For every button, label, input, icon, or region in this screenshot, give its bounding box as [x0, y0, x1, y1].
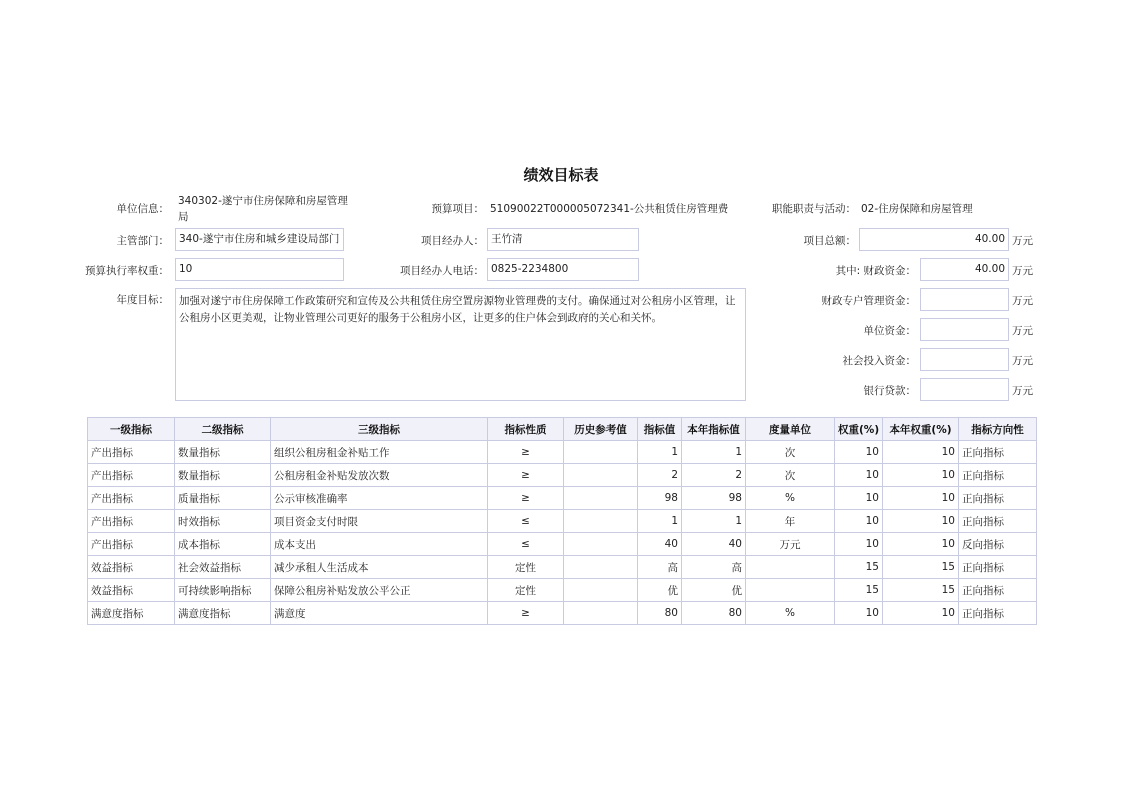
- direction-cell: 正向指标: [959, 602, 1037, 625]
- level1-cell: 产出指标: [88, 487, 175, 510]
- performance-indicator-table: [87, 417, 1037, 625]
- nature-cell: ≥: [488, 487, 564, 510]
- direction-cell: 正向指标: [959, 556, 1037, 579]
- level1-cell: 产出指标: [88, 533, 175, 556]
- level3-cell: 成本支出: [271, 533, 488, 556]
- bank-loan-field[interactable]: [920, 378, 1009, 401]
- weight-cell: 10: [835, 441, 883, 464]
- special-account-fund-label: 财政专户管理资金：: [821, 295, 916, 307]
- column-header: 指标方向性: [959, 418, 1037, 441]
- currency-unit: 万元: [1012, 325, 1033, 337]
- budget-project-value: 51090022T000005072341-公共租赁住房管理费: [490, 203, 729, 215]
- column-header: 二级指标: [175, 418, 271, 441]
- level3-cell: 公租房租金补贴发放次数: [271, 464, 488, 487]
- column-header: 指标性质: [488, 418, 564, 441]
- weight-cell: 10: [835, 602, 883, 625]
- budget-rate-weight-label: 预算执行率权重：: [85, 265, 169, 277]
- table-row: [88, 441, 1037, 464]
- weight-cell: 15: [835, 556, 883, 579]
- budget-rate-weight-field[interactable]: 10: [175, 258, 344, 281]
- currency-unit: 万元: [1012, 235, 1033, 247]
- level3-cell: 减少承租人生活成本: [271, 556, 488, 579]
- nature-cell: ≥: [488, 441, 564, 464]
- history-cell: [564, 602, 638, 625]
- year-weight-cell: 10: [883, 510, 959, 533]
- table-row: [88, 464, 1037, 487]
- currency-unit: 万元: [1012, 295, 1033, 307]
- level3-cell: 满意度: [271, 602, 488, 625]
- annual-goal-label: 年度目标：: [116, 294, 169, 306]
- direction-cell: 正向指标: [959, 487, 1037, 510]
- weight-cell: 10: [835, 533, 883, 556]
- nature-cell: 定性: [488, 579, 564, 602]
- fiscal-fund-label: 其中: 财政资金：: [835, 265, 916, 277]
- unit-cell: [746, 579, 835, 602]
- index-value-cell: 98: [638, 487, 682, 510]
- direction-cell: 正向指标: [959, 510, 1037, 533]
- level1-cell: 产出指标: [88, 510, 175, 533]
- level2-cell: 社会效益指标: [175, 556, 271, 579]
- weight-cell: 10: [835, 510, 883, 533]
- unit-info-label: 单位信息：: [116, 203, 169, 215]
- year-weight-cell: 10: [883, 533, 959, 556]
- currency-unit: 万元: [1012, 355, 1033, 367]
- index-value-cell: 40: [638, 533, 682, 556]
- index-value-cell: 优: [638, 579, 682, 602]
- year-value-cell: 优: [682, 579, 746, 602]
- unit-cell: %: [746, 602, 835, 625]
- social-fund-field[interactable]: [920, 348, 1009, 371]
- table-row: [88, 510, 1037, 533]
- year-weight-cell: 10: [883, 464, 959, 487]
- year-weight-cell: 15: [883, 579, 959, 602]
- column-header: 三级指标: [271, 418, 488, 441]
- special-account-fund-field[interactable]: [920, 288, 1009, 311]
- nature-cell: ≥: [488, 602, 564, 625]
- budget-project-label: 预算项目：: [431, 203, 484, 215]
- currency-unit: 万元: [1012, 265, 1033, 277]
- history-cell: [564, 533, 638, 556]
- level2-cell: 可持续影响指标: [175, 579, 271, 602]
- level2-cell: 成本指标: [175, 533, 271, 556]
- history-cell: [564, 556, 638, 579]
- manager-phone-label: 项目经办人电话：: [400, 265, 484, 277]
- level2-cell: 时效指标: [175, 510, 271, 533]
- year-value-cell: 98: [682, 487, 746, 510]
- table-row: [88, 579, 1037, 602]
- column-header: 本年指标值: [682, 418, 746, 441]
- unit-cell: 年: [746, 510, 835, 533]
- duty-activity-value: 02-住房保障和房屋管理: [861, 203, 973, 215]
- history-cell: [564, 487, 638, 510]
- table-row: [88, 602, 1037, 625]
- level1-cell: 效益指标: [88, 556, 175, 579]
- nature-cell: 定性: [488, 556, 564, 579]
- unit-cell: 次: [746, 441, 835, 464]
- unit-cell: 万元: [746, 533, 835, 556]
- year-weight-cell: 10: [883, 487, 959, 510]
- currency-unit: 万元: [1012, 385, 1033, 397]
- unit-info-value: 340302-遂宁市住房保障和房屋管理局: [178, 195, 348, 223]
- manager-phone-field[interactable]: 0825-2234800: [487, 258, 639, 281]
- level3-cell: 组织公租房租金补贴工作: [271, 441, 488, 464]
- level2-cell: 数量指标: [175, 441, 271, 464]
- level2-cell: 质量指标: [175, 487, 271, 510]
- table-header-row: [88, 418, 1037, 441]
- project-manager-label: 项目经办人：: [421, 235, 484, 247]
- direction-cell: 正向指标: [959, 464, 1037, 487]
- column-header: 度量单位: [746, 418, 835, 441]
- bank-loan-label: 银行贷款：: [863, 385, 916, 397]
- level3-cell: 公示审核准确率: [271, 487, 488, 510]
- year-value-cell: 2: [682, 464, 746, 487]
- weight-cell: 10: [835, 464, 883, 487]
- nature-cell: ≤: [488, 533, 564, 556]
- table-row: [88, 487, 1037, 510]
- level3-cell: 项目资金支付时限: [271, 510, 488, 533]
- level1-cell: 产出指标: [88, 464, 175, 487]
- unit-cell: %: [746, 487, 835, 510]
- unit-fund-label: 单位资金：: [863, 325, 916, 337]
- history-cell: [564, 579, 638, 602]
- unit-fund-field[interactable]: [920, 318, 1009, 341]
- year-value-cell: 1: [682, 510, 746, 533]
- weight-cell: 10: [835, 487, 883, 510]
- history-cell: [564, 441, 638, 464]
- level1-cell: 效益指标: [88, 579, 175, 602]
- history-cell: [564, 464, 638, 487]
- level2-cell: 满意度指标: [175, 602, 271, 625]
- index-value-cell: 80: [638, 602, 682, 625]
- index-value-cell: 1: [638, 510, 682, 533]
- page-title: 绩效目标表: [523, 166, 599, 184]
- year-value-cell: 40: [682, 533, 746, 556]
- history-cell: [564, 510, 638, 533]
- direction-cell: 正向指标: [959, 579, 1037, 602]
- duty-activity-label: 职能职责与活动：: [772, 203, 856, 215]
- fiscal-fund-field[interactable]: 40.00: [920, 258, 1009, 281]
- year-value-cell: 高: [682, 556, 746, 579]
- annual-goal-textarea[interactable]: 加强对遂宁市住房保障工作政策研究和宣传及公共租赁住房空置房源物业管理费的支付。确保通过对公租房小区管理，让公租房小区更美观，让物业管理公司更好的服务于公租房小区，让更多的住户体会到政府的关心和关怀。: [175, 288, 746, 401]
- year-weight-cell: 15: [883, 556, 959, 579]
- column-header: 权重(%): [835, 418, 883, 441]
- year-weight-cell: 10: [883, 602, 959, 625]
- level2-cell: 数量指标: [175, 464, 271, 487]
- direction-cell: 正向指标: [959, 441, 1037, 464]
- column-header: 历史参考值: [564, 418, 638, 441]
- level1-cell: 产出指标: [88, 441, 175, 464]
- unit-cell: 次: [746, 464, 835, 487]
- project-manager-field[interactable]: 王竹清: [487, 228, 639, 251]
- competent-dept-label: 主管部门：: [116, 235, 169, 247]
- nature-cell: ≤: [488, 510, 564, 533]
- nature-cell: ≥: [488, 464, 564, 487]
- project-total-field[interactable]: 40.00: [859, 228, 1009, 251]
- index-value-cell: 2: [638, 464, 682, 487]
- column-header: 指标值: [638, 418, 682, 441]
- competent-dept-field[interactable]: 340-遂宁市住房和城乡建设局部门: [175, 228, 344, 251]
- index-value-cell: 1: [638, 441, 682, 464]
- index-value-cell: 高: [638, 556, 682, 579]
- weight-cell: 15: [835, 579, 883, 602]
- column-header: 本年权重(%): [883, 418, 959, 441]
- social-fund-label: 社会投入资金：: [842, 355, 916, 367]
- year-weight-cell: 10: [883, 441, 959, 464]
- year-value-cell: 80: [682, 602, 746, 625]
- table-row: [88, 533, 1037, 556]
- project-total-label: 项目总额：: [803, 235, 856, 247]
- unit-cell: [746, 556, 835, 579]
- column-header: 一级指标: [88, 418, 175, 441]
- table-row: [88, 556, 1037, 579]
- direction-cell: 反向指标: [959, 533, 1037, 556]
- year-value-cell: 1: [682, 441, 746, 464]
- level1-cell: 满意度指标: [88, 602, 175, 625]
- level3-cell: 保障公租房补贴发放公平公正: [271, 579, 488, 602]
